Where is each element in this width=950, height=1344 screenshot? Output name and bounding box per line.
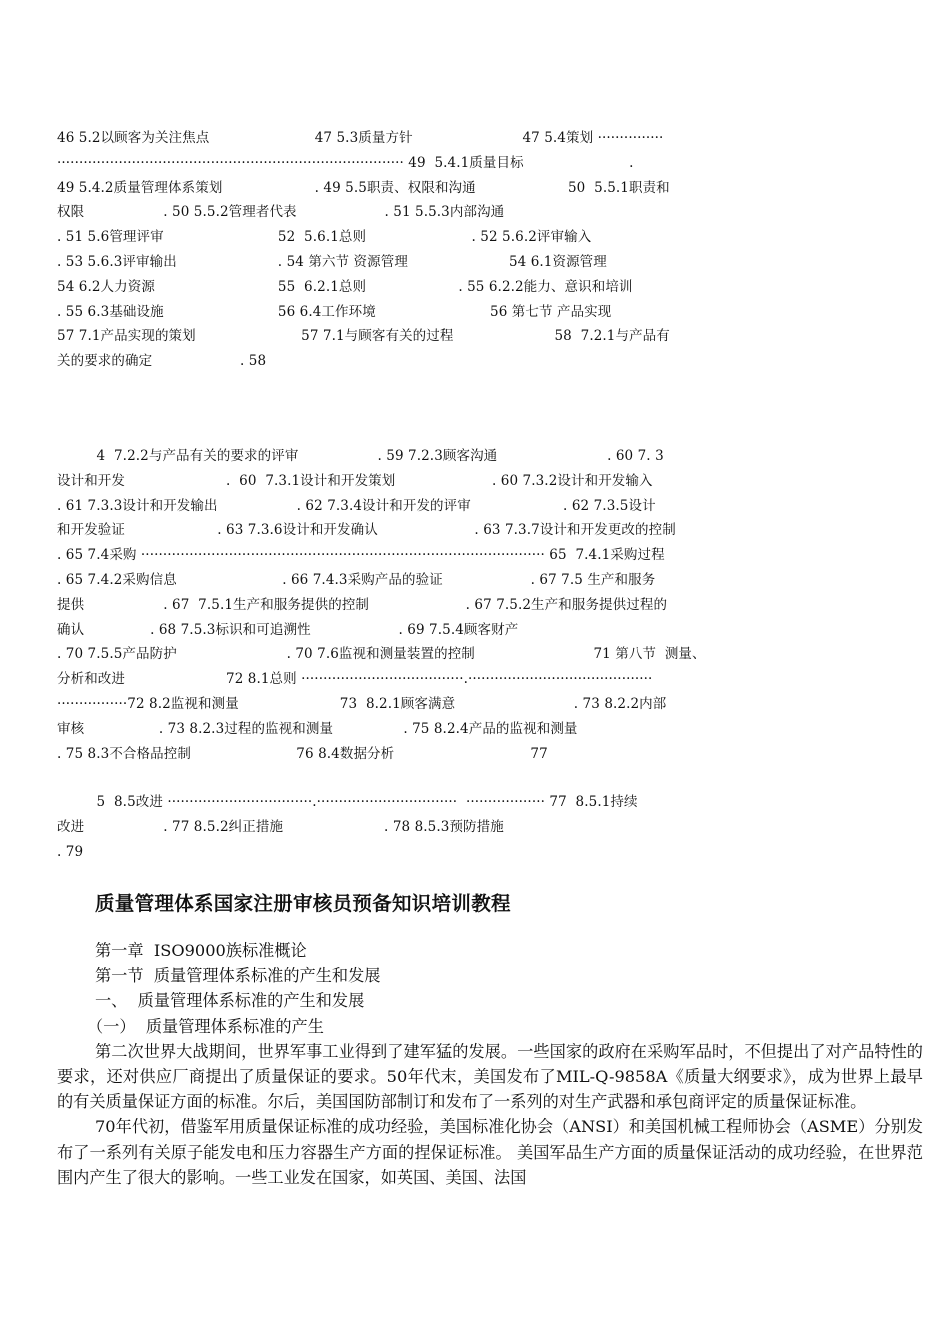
toc-line: 关的要求的确定 . 58 (57, 353, 267, 370)
body-paragraph: 第二次世界大战期间，世界军事工业得到了建军猛的发展。一些国家的政府在采购军品时，不但提出了对产品特性的要求，还对供应厂商提出了质量保证的要求。50年代末，美国发布了MIL-Q-9858A《质量大纲要求》，成为世界上最早的有关质量保证方面的标准。尔后，美国国防部制订和发布了一系列的对生产武器和承包商评定的质量保证标准。 (57, 1041, 923, 1112)
toc-line: . 61 7.3.3设计和开发输出 . 62 7.3.4设计和开发的评审 . 62 7.3.5设计 (57, 497, 656, 514)
subsection-heading: 一、 质量管理体系标准的产生和发展 (95, 991, 365, 1011)
toc-line: 46 5.2以顾客为关注焦点 47 5.3质量方针 47 5.4策划 ··············· (57, 130, 664, 146)
toc-line: 49 5.4.2质量管理体系策划 . 49 5.5职责、权限和沟通 50 5.5.1职责和 (57, 179, 670, 196)
toc-line: 确认 . 68 7.5.3标识和可追溯性 . 69 7.5.4顾客财产 (57, 621, 519, 638)
toc-line: . 70 7.5.5产品防护 . 70 7.6监视和测量装置的控制 71 第八节 测量、 (57, 646, 706, 663)
chapter-heading: 第一章 ISO9000族标准概论 (95, 941, 307, 960)
toc-line: . 79 (57, 843, 84, 860)
toc-line: . 75 8.3不合格品控制 76 8.4数据分析 77 (57, 745, 548, 762)
toc-line: 和开发验证 . 63 7.3.6设计和开发确认 . 63 7.3.7设计和开发更改的控制 (57, 522, 676, 539)
toc-block-2 (57, 444, 927, 766)
toc-line: 5 8.5改进 ·································.································ ·················· 77 8.5.1持续 (57, 794, 638, 810)
body-paragraph: 70年代初，借鉴军用质量保证标准的成功经验，美国标准化协会（ANSI）和美国机械工程师协会（ASME）分别发布了一系列有关原子能发电和压力容器生产方面的捏保证标准。 美国军品生产方面的质量保证活动的成功经验，在世界范围内产生了很大的影响。一些工业发在国家，如英国、美国、法国 (57, 1117, 923, 1187)
toc-line: ················72 8.2监视和测量 73 8.2.1顾客满意 . 73 8.2.2内部 (57, 695, 667, 712)
document-title: 质量管理体系国家注册审核员预备知识培训教程 (95, 892, 511, 915)
toc-line: 57 7.1产品实现的策划 57 7.1与顾客有关的过程 58 7.2.1与产品有 (57, 328, 670, 345)
toc-line: 分析和改进 72 8.1总则 ·····································.·········································· (57, 671, 653, 688)
toc-line: . 51 5.6管理评审 52 5.6.1总则 . 52 5.6.2评审输入 (57, 229, 592, 246)
toc-block-3 (57, 790, 927, 864)
section-heading: 第一节 质量管理体系标准的产生和发展 (95, 966, 381, 986)
toc-line: . 55 6.3基础设施 56 6.4工作环境 56 第七节 产品实现 (57, 303, 612, 320)
body-content (57, 938, 923, 1190)
toc-line: 权限 . 50 5.5.2管理者代表 . 51 5.5.3内部沟通 (57, 204, 505, 221)
toc-block-1 (57, 126, 927, 374)
subsubsection-heading: （一） 质量管理体系标准的产生 (87, 1016, 324, 1036)
toc-line: 改进 . 77 8.5.2纠正措施 . 78 8.5.3预防措施 (57, 818, 504, 835)
toc-line: 审核 . 73 8.2.3过程的监视和测量 . 75 8.2.4产品的监视和测量 (57, 720, 578, 737)
toc-line: . 65 7.4采购 ···························································································· 65 7.4.1采购过程 (57, 547, 665, 564)
toc-line: . 65 7.4.2采购信息 . 66 7.4.3采购产品的验证 . 67 7.5 生产和服务 (57, 571, 656, 588)
toc-line: ··············································································· 49 5.4.1质量目标 . (57, 154, 634, 171)
toc-line: 提供 . 67 7.5.1生产和服务提供的控制 . 67 7.5.2生产和服务提供过程的 (57, 596, 668, 613)
toc-line: 54 6.2人力资源 55 6.2.1总则 . 55 6.2.2能力、意识和培训 (57, 278, 633, 295)
toc-line: 4 7.2.2与产品有关的要求的评审 . 59 7.2.3顾客沟通 . 60 7. 3 (57, 448, 664, 464)
toc-line: . 53 5.6.3评审输出 . 54 第六节 资源管理 54 6.1资源管理 (57, 253, 607, 270)
toc-line: 设计和开发 . 60 7.3.1设计和开发策划 . 60 7.3.2设计和开发输入 (57, 472, 653, 489)
